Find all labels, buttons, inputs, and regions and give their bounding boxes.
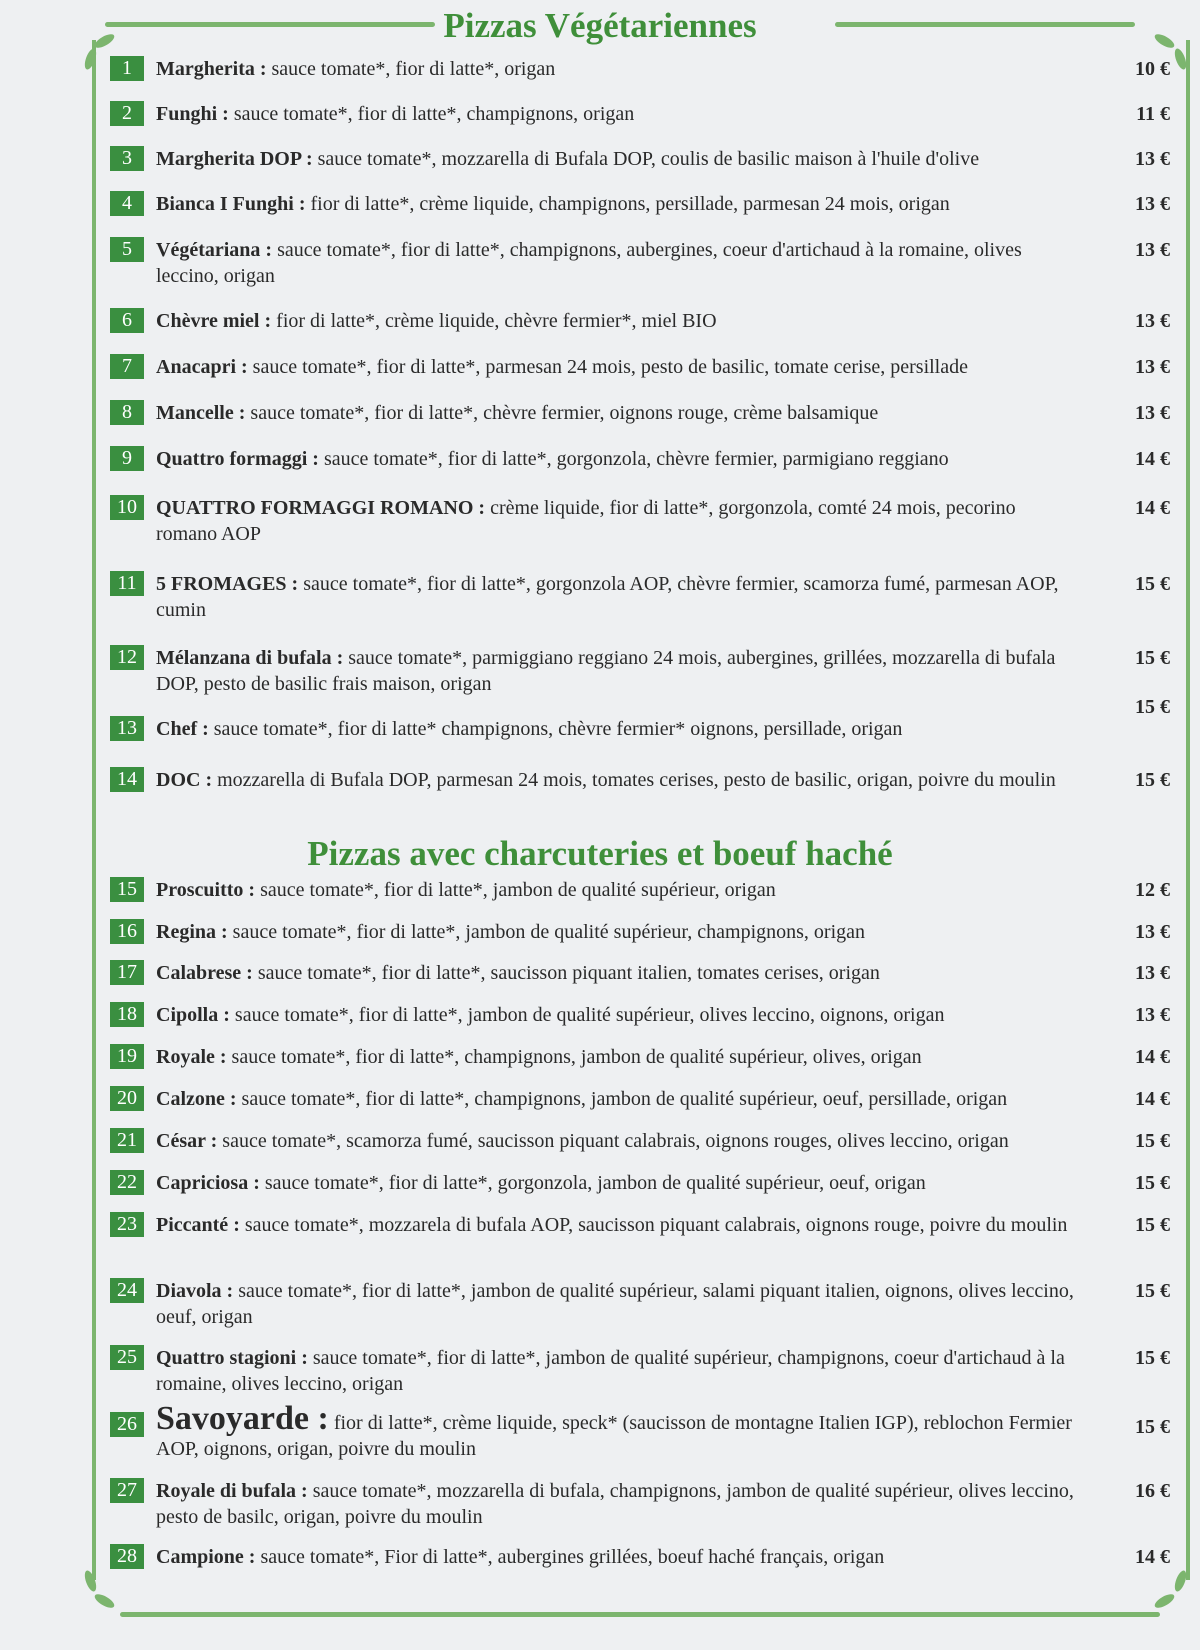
item-name: Chèvre miel : [156, 310, 272, 332]
item-price: 15 € [1135, 696, 1170, 718]
item-price: 15 € [1135, 647, 1170, 669]
item-name: Anacapri : [156, 356, 248, 378]
leaf-icon [1173, 1569, 1189, 1593]
item-price: 15 € [1135, 1280, 1170, 1302]
item-name: Cipolla : [156, 1004, 230, 1026]
item-name: Chef : [156, 718, 209, 740]
item-number: 18 [110, 1002, 144, 1027]
item-name: Quattro formaggi : [156, 448, 319, 470]
item-name: 5 FROMAGES : [156, 573, 299, 595]
section-title-charcuterie: Pizzas avec charcuteries et boeuf haché [307, 834, 893, 873]
item-price: 15 € [1135, 1416, 1170, 1438]
item-number: 7 [110, 354, 144, 379]
section-title-vegetarian: Pizzas Végétariennes [443, 6, 757, 45]
item-description: sauce tomate*, fior di latte*, chèvre fermier, oignons rouge, crème balsamique [245, 402, 879, 424]
item-description: sauce tomate*, fior di latte*, jambon de qualité supérieur, origan [255, 879, 776, 901]
item-description: sauce tomate*, fior di latte*, champignons, aubergines, coeur d'artichaud à la romaine, olives leccino, origan [156, 239, 1022, 287]
item-number: 2 [110, 101, 144, 126]
item-description: fior di latte*, crème liquide, speck* (saucisson de montagne Italien IGP), reblochon Fermier AOP, oignons, origan, poivre du moulin [156, 1412, 1072, 1460]
item-description: sauce tomate*, fior di latte*, jambon de qualité supérieur, olives leccino, oignons, origan [229, 1004, 945, 1026]
item-number: 20 [110, 1086, 144, 1111]
item-number: 22 [110, 1170, 144, 1195]
item-name: Mélanzana di bufala : [156, 647, 344, 669]
item-name: Campione : [156, 1546, 256, 1568]
leaf-icon [93, 1592, 117, 1611]
item-description: sauce tomate*, scamorza fumé, saucisson piquant calabrais, oignons rouges, olives leccino, origan [217, 1130, 1009, 1152]
item-number: 5 [110, 237, 144, 262]
item-name: Bianca I Funghi : [156, 193, 306, 215]
item-price: 13 € [1135, 356, 1170, 378]
item-price: 14 € [1135, 448, 1170, 470]
item-description: sauce tomate*, fior di latte*, parmesan 24 mois, pesto de basilic, tomate cerise, persillade [247, 356, 968, 378]
leaf-icon [1153, 1592, 1177, 1611]
item-description: mozzarella di Bufala DOP, parmesan 24 mois, tomates cerises, pesto de basilic, origan, poivre du moulin [212, 769, 1056, 791]
item-number: 26 [110, 1412, 144, 1437]
item-price: 15 € [1135, 1214, 1170, 1236]
item-description: fior di latte*, crème liquide, champignons, persillade, parmesan 24 mois, origan [305, 193, 950, 215]
item-price: 12 € [1135, 879, 1170, 901]
item-number: 3 [110, 146, 144, 171]
item-price: 13 € [1135, 962, 1170, 984]
item-number: 13 [110, 716, 144, 741]
item-description: sauce tomate*, fior di latte*, jambon de qualité supérieur, champignons, coeur d'artichaud à la romaine, olives leccino, origan [156, 1347, 1065, 1395]
item-price: 13 € [1135, 402, 1170, 424]
item-number: 1 [110, 56, 144, 81]
item-description: sauce tomate*, fior di latte*, champignons, jambon de qualité supérieur, oeuf, persillade, origan [236, 1088, 1008, 1110]
item-description: sauce tomate*, Fior di latte*, aubergines grillées, boeuf haché français, origan [255, 1546, 885, 1568]
item-price: 16 € [1135, 1480, 1170, 1502]
item-number: 4 [110, 191, 144, 216]
item-name: César : [156, 1130, 218, 1152]
border-right [1186, 40, 1190, 1580]
item-price: 10 € [1135, 58, 1170, 80]
item-price: 15 € [1135, 1130, 1170, 1152]
item-name: Proscuitto : [156, 879, 256, 901]
item-description: sauce tomate*, mozzarella di Bufala DOP, coulis de basilic maison à l'huile d'olive [312, 148, 980, 170]
item-name: Mancelle : [156, 402, 246, 424]
item-description: sauce tomate*, fior di latte*, gorgonzola, chèvre fermier, parmigiano reggiano [318, 448, 949, 470]
item-number: 25 [110, 1345, 144, 1370]
item-price: 13 € [1135, 1004, 1170, 1026]
item-price: 13 € [1135, 193, 1170, 215]
item-number: 10 [110, 495, 144, 520]
item-description: sauce tomate*, fior di latte*, saucisson piquant italien, tomates cerises, origan [252, 962, 880, 984]
item-description: fior di latte*, crème liquide, chèvre fermier*, miel BIO [271, 310, 717, 332]
item-number: 27 [110, 1478, 144, 1503]
item-name: Capriciosa : [156, 1172, 260, 1194]
item-price: 15 € [1135, 1172, 1170, 1194]
item-description: sauce tomate*, fior di latte*, champignons, origan [228, 103, 635, 125]
item-name: Calabrese : [156, 962, 253, 984]
item-number: 21 [110, 1128, 144, 1153]
item-number: 24 [110, 1278, 144, 1303]
leaf-icon [83, 1569, 99, 1593]
item-description: sauce tomate*, fior di latte*, jambon de qualité supérieur, champignons, origan [227, 921, 866, 943]
item-name: Calzone : [156, 1088, 237, 1110]
item-description: sauce tomate*, parmiggiano reggiano 24 mois, aubergines, grillées, mozzarella di bufala DOP, pesto de basilic frais maison, origan [156, 647, 1056, 695]
item-name: Savoyarde : [156, 1400, 329, 1437]
item-description: sauce tomate*, fior di latte*, origan [266, 58, 556, 80]
item-number: 19 [110, 1044, 144, 1069]
item-price: 13 € [1135, 239, 1170, 261]
item-description: sauce tomate*, mozzarella di bufala, champignons, jambon de qualité supérieur, olives leccino, pesto de basilc, origan, poivre du moulin [156, 1480, 1074, 1528]
item-number: 15 [110, 877, 144, 902]
item-name: Royale di bufala : [156, 1480, 308, 1502]
item-number: 12 [110, 645, 144, 670]
border-left [92, 40, 96, 1580]
item-number: 17 [110, 960, 144, 985]
item-price: 14 € [1135, 497, 1170, 519]
item-name: Piccanté : [156, 1214, 240, 1236]
item-number: 28 [110, 1544, 144, 1569]
item-price: 14 € [1135, 1088, 1170, 1110]
item-description: sauce tomate*, fior di latte*, gorgonzola AOP, chèvre fermier, scamorza fumé, parmesan AOP, cumin [156, 573, 1059, 621]
item-price: 13 € [1135, 921, 1170, 943]
item-description: sauce tomate*, fior di latte*, gorgonzola, jambon de qualité supérieur, oeuf, origan [259, 1172, 926, 1194]
item-price: 13 € [1135, 148, 1170, 170]
item-name: Margherita : [156, 58, 267, 80]
border-bottom [120, 1612, 1160, 1617]
item-description: sauce tomate*, mozzarela di bufala AOP, saucisson piquant calabrais, oignons rouge, poivre du moulin [239, 1214, 1068, 1236]
item-price: 11 € [1136, 103, 1170, 125]
leaf-icon [83, 47, 99, 71]
item-description: sauce tomate*, fior di latte*, jambon de qualité supérieur, salami piquant italien, oignons, olives leccino, oeuf, origan [156, 1280, 1074, 1328]
item-price: 15 € [1135, 1347, 1170, 1369]
item-price: 13 € [1135, 310, 1170, 332]
item-name: Quattro stagioni : [156, 1347, 308, 1369]
item-number: 14 [110, 767, 144, 792]
item-number: 16 [110, 919, 144, 944]
item-name: Royale : [156, 1046, 227, 1068]
item-price: 15 € [1135, 769, 1170, 791]
item-price: 14 € [1135, 1046, 1170, 1068]
item-name: Funghi : [156, 103, 229, 125]
item-name: Végétariana : [156, 239, 273, 261]
item-price: 15 € [1135, 573, 1170, 595]
item-description: sauce tomate*, fior di latte*, champignons, jambon de qualité supérieur, olives, origan [226, 1046, 922, 1068]
item-number: 8 [110, 400, 144, 425]
item-name: DOC : [156, 769, 213, 791]
item-number: 9 [110, 446, 144, 471]
item-price: 14 € [1135, 1546, 1170, 1568]
item-name: Diavola : [156, 1280, 234, 1302]
item-name: QUATTRO FORMAGGI ROMANO : [156, 497, 486, 519]
item-number: 11 [110, 571, 144, 596]
item-number: 6 [110, 308, 144, 333]
item-description: crème liquide, fior di latte*, gorgonzola, comté 24 mois, pecorino romano AOP [156, 497, 1016, 545]
item-description: sauce tomate*, fior di latte* champignons, chèvre fermier* oignons, persillade, origan [208, 718, 903, 740]
item-name: Margherita DOP : [156, 148, 313, 170]
item-number: 23 [110, 1212, 144, 1237]
item-name: Regina : [156, 921, 228, 943]
